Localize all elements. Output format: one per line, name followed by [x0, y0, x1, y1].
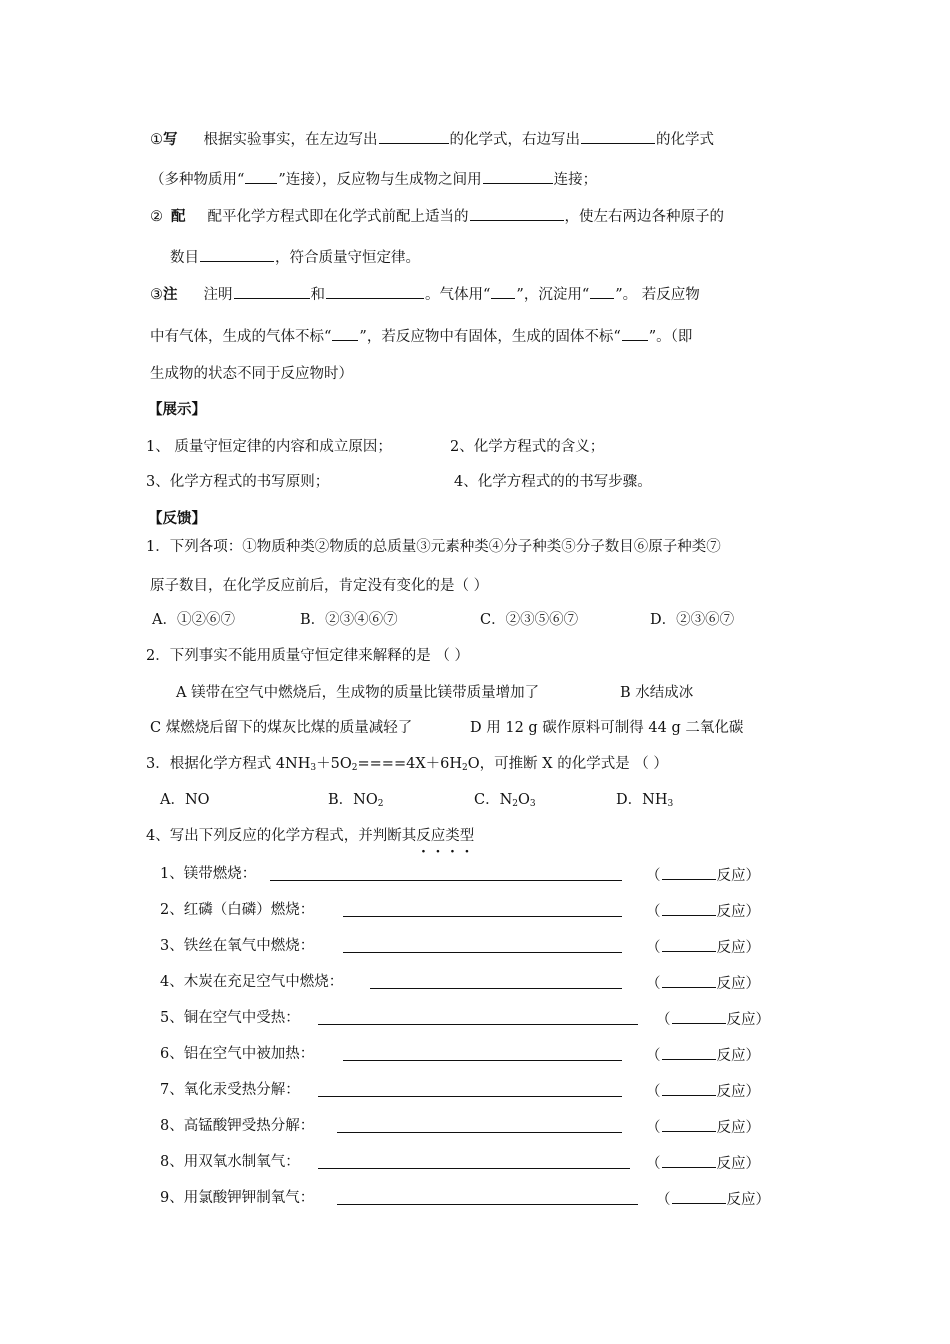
q3-option-c-sub1: 2 [512, 799, 519, 809]
step-write-text1: 根据实验事实，在左边写出 [203, 132, 378, 148]
reaction-label: 7、氧化汞受热分解： [160, 1082, 300, 1098]
q3-option-b[interactable] [328, 790, 383, 814]
step-note-text4: ”，沉淀用“ [516, 287, 590, 303]
reaction-type-blank[interactable] [662, 972, 716, 988]
emphasis-char: 型 [459, 828, 475, 844]
step-write-line1 [150, 128, 714, 150]
paren-close: 反应） [716, 1120, 760, 1136]
step-balance-key: 配 [171, 208, 186, 225]
emphasis-char: 类 [445, 828, 460, 844]
paren-open: （ [646, 976, 661, 992]
step-note-text3: 。气体用“ [425, 287, 491, 303]
q1-option-a[interactable]: A．①②⑥⑦ [152, 612, 235, 628]
q1-option-b[interactable]: B．②③④⑥⑦ [300, 612, 398, 628]
reaction-type-field [656, 1008, 770, 1030]
paren-close: 反应） [716, 976, 760, 992]
reaction-row [160, 1044, 800, 1064]
q3-sub-2: 2 [351, 763, 358, 773]
step-note-line2 [150, 325, 692, 347]
paren-open: （ [646, 1048, 661, 1064]
q3-stem-post: O，可推断 X 的化学式是 （ ） [467, 756, 668, 772]
paren-close: 反应） [726, 1192, 770, 1208]
reaction-type-field [646, 1152, 760, 1174]
paren-open: （ [656, 1012, 671, 1028]
q2-option-d[interactable]: D 用 12 g 碳作原料可制得 44 g 二氧化碳 [470, 720, 744, 736]
q3-option-c-mid: O [518, 792, 530, 808]
step-note-text2: 和 [310, 287, 325, 303]
step-write-line2-b: ”连接），反应物与生成物之间用 [278, 172, 482, 188]
reaction-row [160, 900, 800, 920]
q3-option-d-text: D．NH [616, 792, 668, 808]
blank-coefficient[interactable] [470, 205, 564, 221]
step-write-line2-c: 连接； [553, 172, 598, 188]
paren-open: （ [646, 1156, 661, 1172]
equation-answer-blank[interactable] [370, 972, 622, 989]
q3-option-a[interactable]: A．NO [160, 792, 210, 808]
q2-option-a[interactable]: A 镁带在空气中燃烧后，生成物的质量比镁带质量增加了 [176, 685, 540, 701]
reaction-label: 6、铝在空气中被加热： [160, 1046, 315, 1062]
reaction-type-field [656, 1188, 770, 1210]
q3-option-c-text: C．N [474, 792, 513, 808]
step-note-num: ③ [150, 287, 163, 303]
step-write-line2 [150, 168, 597, 190]
paren-open: （ [646, 940, 661, 956]
step-write-text2: 的化学式，右边写出 [449, 132, 580, 148]
reaction-label: 4、木炭在充足空气中燃烧： [160, 974, 344, 990]
step-write-key: 写 [163, 131, 178, 148]
blank-gas-symbol[interactable] [491, 283, 515, 299]
blank-no-gas-symbol[interactable] [332, 325, 358, 341]
step-balance-line2-b: ，符合质量守恒定律。 [275, 250, 420, 266]
reaction-row [160, 972, 800, 992]
show-item-1: 1、 质量守恒定律的内容和成立原因； [146, 439, 392, 455]
q1-option-c[interactable]: C．②③⑤⑥⑦ [480, 612, 579, 628]
step-note-text1: 注明 [203, 287, 233, 303]
q3-option-c[interactable] [474, 790, 536, 814]
reaction-type-blank[interactable] [662, 864, 716, 880]
paren-open: （ [646, 868, 661, 884]
q3-option-d-sub: 3 [667, 799, 674, 809]
q2-option-b[interactable]: B 水结成冰 [620, 685, 694, 701]
q3-sub-1: 3 [310, 763, 317, 773]
q3-stem-mid2: ====4X＋6H [357, 756, 463, 772]
paren-open: （ [646, 1084, 661, 1100]
equation-answer-blank[interactable] [343, 936, 622, 953]
paren-open: （ [656, 1192, 671, 1208]
equation-answer-blank[interactable] [343, 1044, 622, 1061]
equation-answer-blank[interactable] [318, 1152, 630, 1169]
blank-no-solid-symbol[interactable] [622, 325, 648, 341]
reaction-type-blank[interactable] [662, 1080, 716, 1096]
q2-option-c[interactable]: C 煤燃烧后留下的煤灰比煤的质量减轻了 [150, 720, 413, 736]
reaction-type-blank[interactable] [662, 1044, 716, 1060]
equation-answer-blank[interactable] [337, 1116, 622, 1133]
paren-close: 反应） [716, 1048, 760, 1064]
show-item-4: 4、化学方程式的的书写步骤。 [454, 474, 652, 490]
paren-close: 反应） [716, 940, 760, 956]
step-write-num: ① [150, 132, 163, 148]
reaction-label: 9、用氯酸钾钾制氧气： [160, 1190, 315, 1206]
equation-answer-blank[interactable] [318, 1080, 622, 1097]
reaction-type-field [646, 900, 760, 922]
q4-title-text: 4、写出下列反应的化学方程式，并判断其 [146, 828, 417, 844]
step-note-line2-a: 中有气体，生成的气体不标“ [150, 329, 332, 345]
equation-answer-blank[interactable] [318, 1008, 638, 1025]
q3-option-b-sub: 2 [377, 799, 384, 809]
paren-open: （ [646, 1120, 661, 1136]
reaction-type-blank[interactable] [662, 936, 716, 952]
blank-connector-symbol[interactable] [245, 168, 277, 184]
q3-sub-3: 2 [462, 763, 468, 773]
blank-condition[interactable] [234, 283, 310, 299]
step-note-key: 注 [163, 286, 178, 303]
q3-option-b-text: B．NO [328, 792, 378, 808]
reaction-label: 3、铁丝在氧气中燃烧： [160, 938, 315, 954]
reaction-row [160, 936, 800, 956]
blank-atom-count[interactable] [200, 246, 274, 262]
reaction-row [160, 1008, 800, 1028]
blank-precipitate-symbol[interactable] [590, 283, 614, 299]
step-note-line2-b: ”，若反应物中有固体，生成的固体不标“ [359, 329, 621, 345]
reaction-type-field [646, 972, 760, 994]
show-heading: 【展示】 [148, 401, 206, 418]
step-balance-text2: ，使左右两边各种原子的 [564, 209, 724, 225]
reaction-label: 8、高锰酸钾受热分解： [160, 1118, 315, 1134]
q3-stem-pre: 3．根据化学方程式 4NH [146, 756, 311, 772]
blank-between-symbol[interactable] [483, 168, 553, 184]
step-note-line2-c: ”。（即 [648, 329, 693, 345]
equation-answer-blank[interactable] [270, 864, 622, 881]
reaction-type-field [646, 1116, 760, 1138]
reaction-row [160, 1116, 800, 1136]
blank-reactant-formula[interactable] [379, 128, 449, 144]
reaction-label: 1、镁带燃烧： [160, 866, 257, 882]
reaction-row [160, 1080, 800, 1100]
reaction-type-field [646, 936, 760, 958]
paren-close: 反应） [716, 868, 760, 884]
equation-answer-blank[interactable] [343, 900, 622, 917]
paren-close: 反应） [716, 904, 760, 920]
reaction-type-field [646, 1044, 760, 1066]
q3-option-c-sub2: 3 [529, 799, 536, 809]
paren-open: （ [646, 904, 661, 920]
q4-title [146, 826, 474, 846]
q1-option-d[interactable]: D．②③⑥⑦ [650, 612, 735, 628]
q2-stem: 2．下列事实不能用质量守恒定律来解释的是 （ ） [146, 648, 469, 664]
reaction-type-blank[interactable] [672, 1188, 726, 1204]
q3-stem [146, 754, 668, 778]
equation-answer-blank[interactable] [337, 1188, 638, 1205]
reaction-row [160, 1188, 800, 1208]
step-balance-line2 [170, 246, 420, 268]
reaction-label: 2、红磷（白磷）燃烧： [160, 902, 315, 918]
step-note-line1 [150, 283, 700, 305]
paren-close: 反应） [716, 1156, 760, 1172]
q3-stem-mid1: ＋5O [316, 756, 352, 772]
step-balance-num: ② [150, 209, 163, 225]
q4-title-emphasis [416, 828, 474, 844]
reaction-row [160, 864, 800, 884]
reaction-type-blank[interactable] [662, 900, 716, 916]
reaction-type-blank[interactable] [662, 1116, 716, 1132]
reaction-type-blank[interactable] [672, 1008, 726, 1024]
step-balance-text1: 配平化学方程式即在化学式前配上适当的 [207, 209, 469, 225]
paren-close: 反应） [716, 1084, 760, 1100]
blank-product-formula[interactable] [581, 128, 655, 144]
reaction-type-blank[interactable] [662, 1152, 716, 1168]
emphasis-char: 反 [416, 828, 431, 844]
reaction-row [160, 1152, 800, 1172]
step-write-line2-a: （多种物质用“ [150, 172, 245, 188]
show-item-2: 2、化学方程式的含义； [450, 439, 605, 455]
emphasis-char: 应 [430, 828, 446, 844]
step-write-text3: 的化学式 [656, 132, 714, 148]
step-balance-line1 [150, 205, 724, 227]
reaction-type-field [646, 1080, 760, 1102]
show-item-3: 3、化学方程式的书写原则； [146, 474, 330, 490]
blank-state[interactable] [326, 283, 424, 299]
q1-stem-line1: 1．下列各项：①物质种类②物质的总质量③元素种类④分子种类⑤分子数目⑥原子种类⑦ [146, 539, 721, 555]
step-balance-line2-a: 数目 [170, 250, 199, 266]
feedback-heading: 【反馈】 [148, 510, 206, 527]
step-note-line3: 生成物的状态不同于反应物时） [150, 366, 353, 382]
step-note-text5: ”。 若反应物 [615, 287, 700, 303]
reaction-label: 8、用双氧水制氧气： [160, 1154, 300, 1170]
q1-stem-line2: 原子数目，在化学反应前后，肯定没有变化的是（ ） [150, 578, 489, 594]
reaction-label: 5、铜在空气中受热： [160, 1010, 300, 1026]
reaction-type-field [646, 864, 760, 886]
paren-close: 反应） [726, 1012, 770, 1028]
q3-option-d[interactable] [616, 790, 673, 814]
